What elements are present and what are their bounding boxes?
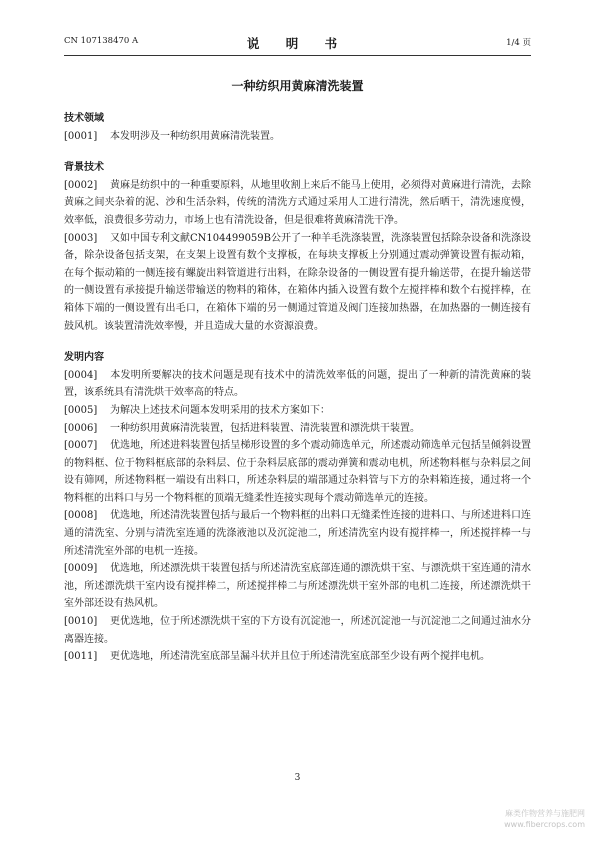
paragraph-text: 优选地，所述清洗装置包括与最后一个物料框的出料口无缝柔性连接的进料口、与所述进料口连通的清洗室、分别与清洗室连通的洗涤液池以及沉淀池二，所述清洗室内设有搅拌棒一，所述搅拌棒一与所述清洗室外部的电机一连接。 xyxy=(64,510,531,557)
page-count: 1/4 页 xyxy=(506,38,531,48)
paragraph-text: 为解决上述技术问题本发明采用的技术方案如下： xyxy=(110,404,330,416)
patent-number: CN 107138470 A xyxy=(64,36,139,46)
paragraph-number: [0011] xyxy=(64,651,98,663)
paragraph-number: [0004] xyxy=(64,369,98,381)
invention-title: 一种纺织用黄麻清洗装置 xyxy=(231,79,364,93)
paragraph-text: 本发明所要解决的技术问题是现有技术中的清洗效率低的问题，提出了一种新的清洗黄麻的装置，该系统具有清洗烘干效率高的特点。 xyxy=(64,369,531,399)
section-heading: 发明内容 xyxy=(64,352,104,364)
watermark xyxy=(504,808,585,830)
page-header xyxy=(64,34,531,50)
paragraph-number: [0008] xyxy=(64,510,98,522)
paragraph-number: [0001] xyxy=(64,130,98,142)
paragraph-number: [0009] xyxy=(64,563,98,575)
header-rule xyxy=(64,55,531,56)
document-type: 说 明 书 xyxy=(246,36,349,51)
paragraph xyxy=(64,507,531,560)
paragraph xyxy=(64,230,531,336)
watermark-name: 麻类作物营养与施肥网 xyxy=(505,809,585,818)
paragraph xyxy=(64,367,531,402)
section-heading: 技术领域 xyxy=(64,113,104,124)
paragraph-text: 一种纺织用黄麻清洗装置，包括进料装置、清洗装置和漂洗烘干装置。 xyxy=(110,422,420,434)
paragraph xyxy=(64,128,531,146)
paragraph xyxy=(64,437,531,507)
watermark-url: www.fibercrops.com xyxy=(504,820,585,829)
paragraph-text: 本发明涉及一种纺织用黄麻清洗装置。 xyxy=(110,130,280,142)
paragraph xyxy=(64,420,531,438)
paragraph-text: 又如中国专利文献CN104499059B公开了一种羊毛洗涤装置，洗涤装置包括除杂设备和洗涤设备，除杂设备包括支架，在支架上设置有数个支撑板，在每块支撑板上分别通过震动弹簧设置有振动箱，在每个振动箱的一侧连接有螺旋出料管道进行出料，在除杂设备的一侧设置有提升输送带，在提升输送带的一侧设置有承接提升输送带输送的物料的箱体，在箱体内插入设置有数个左搅拌棒和数个右搅拌棒，在箱体下端的一侧设置有出毛口，在箱体下端的另一侧通过管道及阀门连接加热器，在加热器的一侧连接有鼓风机。该装置清洗效率慢，并且造成大量的水资源浪费。 xyxy=(64,232,532,332)
paragraph-number: [0002] xyxy=(64,179,98,191)
paragraph-text: 优选地，所述进料装置包括呈梯形设置的多个震动筛选单元，所述震动筛选单元包括呈倾斜设置的物料框、位于物料框底部的杂料层、位于杂料层底部的震动弹簧和震动电机，所述物料框与杂料层之间设有筛网，所述物料框一端设有出料口，所述杂料层的端部通过杂料管与下方的杂料箱连接，通过将一个物料框的出料口与另一个物料框的顶端无缝柔性连接实现每个震动筛选单元的连接。 xyxy=(64,440,531,504)
paragraph-number: [0010] xyxy=(64,616,98,628)
paragraph-text: 更优选地，所述清洗室底部呈漏斗状并且位于所述清洗室底部至少设有两个搅拌电机。 xyxy=(110,651,490,663)
paragraph-number: [0005] xyxy=(64,404,98,416)
paragraph-text: 优选地，所述漂洗烘干装置包括与所述清洗室底部连通的漂洗烘干室、与漂洗烘干室连通的清水池，所述漂洗烘干室内设有搅拌棒二，所述搅拌棒二与所述漂洗烘干室外部的电机二连接，所述漂洗烘干室外部还设有热风机。 xyxy=(64,563,531,610)
page-number: 3 xyxy=(294,773,301,783)
paragraph xyxy=(64,613,531,648)
paragraph-number: [0006] xyxy=(64,422,98,434)
paragraph-number: [0007] xyxy=(64,440,98,452)
paragraph-text: 更优选地，位于所述漂洗烘干室的下方设有沉淀池一，所述沉淀池一与沉淀池二之间通过油水分离器连接。 xyxy=(64,616,531,645)
section-heading: 背景技术 xyxy=(64,162,104,174)
paragraph-number: [0003] xyxy=(64,232,98,244)
description-body xyxy=(64,110,531,666)
paragraph xyxy=(64,648,531,666)
paragraph xyxy=(64,560,531,613)
paragraph xyxy=(64,177,531,230)
paragraph-text: 黄麻是纺织中的一种重要原料，从地里收割上来后不能马上使用，必须得对黄麻进行清洗，去除黄麻之间夹杂着的泥、沙和生活杂料，传统的清洗方式通过采用人工进行清洗，然后晒干，清洗速度慢，效率低，浪费很多劳动力，市场上也有清洗设备，但是很难将黄麻清洗干净。 xyxy=(64,179,531,226)
paragraph xyxy=(64,402,531,420)
